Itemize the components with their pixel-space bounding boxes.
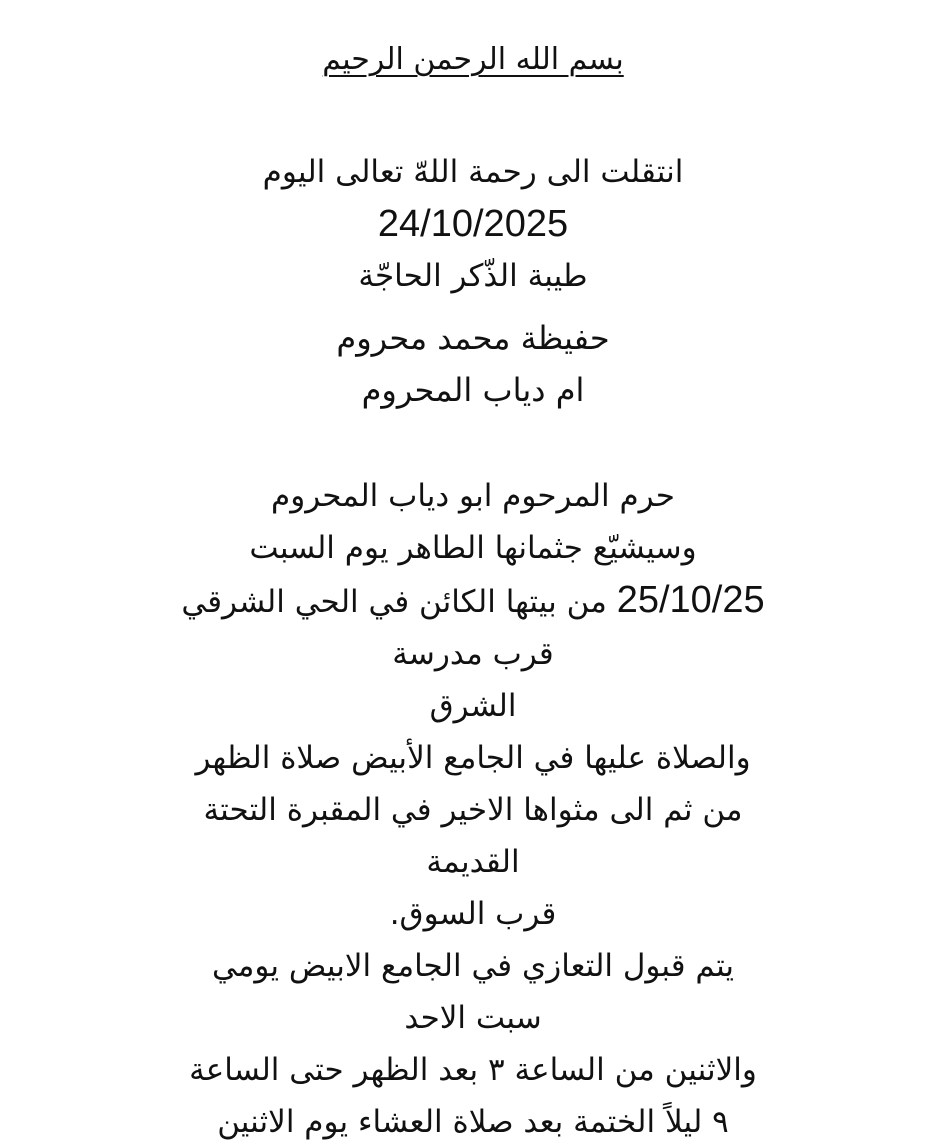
funeral-line: وسيشيّع جثمانها الطاهر يوم السبت: [249, 530, 697, 566]
condolence-days-line: سبت الاحد: [404, 1000, 542, 1036]
passed-away-line: انتقلت الى رحمة اللهّ تعالى اليوم: [262, 154, 684, 190]
cemetery-name-line: القديمة: [426, 844, 520, 880]
funeral-date-place-line: [20, 574, 926, 628]
deceased-block: [20, 312, 926, 416]
deceased-name: حفيظة محمد محروم: [336, 319, 610, 357]
basmala-heading: بسم الله الرحمن الرحيم: [322, 42, 624, 77]
khatma-line: ٩ ليلاً الختمة بعد صلاة العشاء يوم الاثنين: [217, 1104, 729, 1140]
burial-line: من ثم الى مثواها الاخير في المقبرة التحتة: [203, 792, 743, 828]
funeral-place: من بيتها الكائن في الحي الشرقي: [181, 584, 607, 620]
honorific-line: طيبة الذّكر الحاجّة: [358, 258, 588, 294]
prayer-line: والصلاة عليها في الجامع الأبيض صلاة الظهر: [195, 740, 751, 776]
near-school-line: قرب مدرسة: [392, 636, 554, 672]
funeral-date: 25/10/25: [616, 579, 765, 621]
condolence-hours-line: والاثنين من الساعة ٣ بعد الظهر حتى الساعة: [189, 1052, 757, 1088]
condolences-line: يتم قبول التعازي في الجامع الابيض يومي: [211, 948, 735, 984]
details-block: [20, 470, 926, 1148]
near-market-line: قرب السوق.: [389, 896, 557, 932]
mother-of-line: ام دياب المحروم: [361, 371, 585, 409]
announcement-block: [20, 146, 926, 302]
death-date: 24/10/2025: [377, 203, 569, 245]
school-name-line: الشرق: [429, 688, 517, 724]
wife-of-line: حرم المرحوم ابو دياب المحروم: [271, 478, 675, 514]
